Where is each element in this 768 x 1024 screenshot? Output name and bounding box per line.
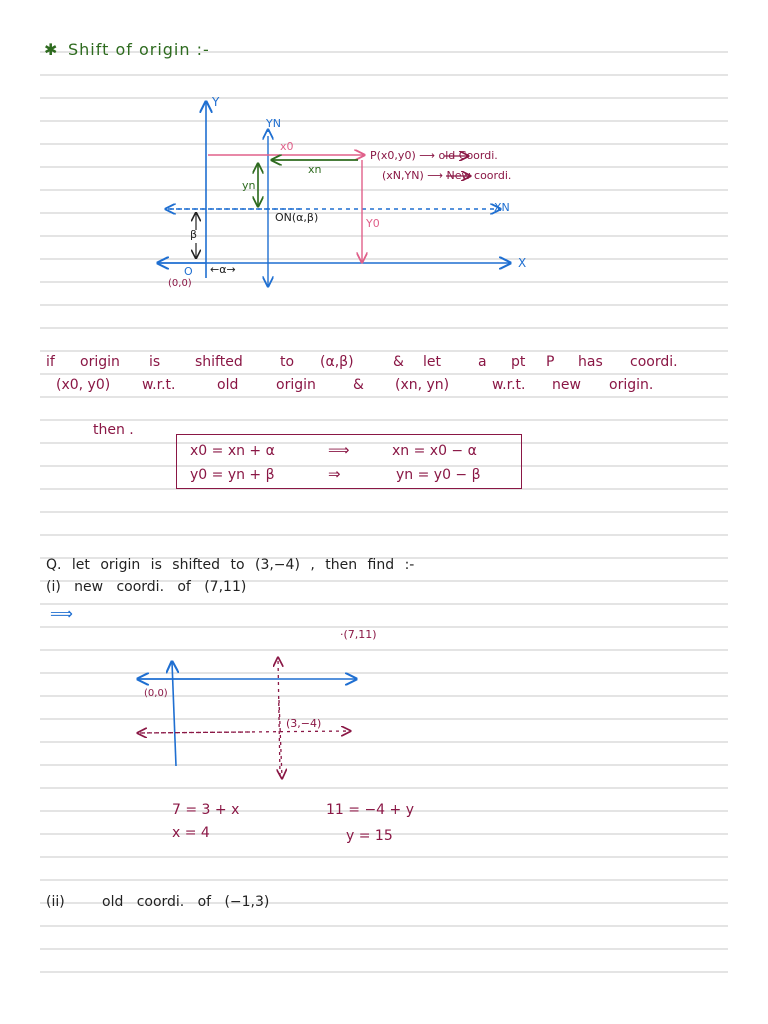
statement-word: origin bbox=[80, 354, 120, 370]
label-y0: Y0 bbox=[366, 217, 380, 230]
label-new-origin: ON(α,β) bbox=[275, 211, 319, 224]
label-xn: xn bbox=[308, 163, 322, 176]
solution-eq2: 11 = −4 + y bbox=[326, 802, 414, 818]
statement-word: if bbox=[46, 354, 55, 370]
label-yn: yn bbox=[242, 179, 256, 192]
part2-label: (ii) bbox=[46, 894, 65, 910]
solution-eq2-result: y = 15 bbox=[346, 828, 393, 844]
label-point-711: ·(7,11) bbox=[340, 628, 377, 641]
label-point-p: P(x0,y0) ⟶ old Coordi. bbox=[370, 149, 498, 162]
label-point-new: (xN,YN) ⟶ New coordi. bbox=[382, 169, 512, 182]
page-heading: Shift of origin :- bbox=[68, 40, 210, 59]
statement-word: origin. bbox=[609, 377, 654, 393]
label-x0: x0 bbox=[280, 140, 294, 153]
solution-eq1-result: x = 4 bbox=[172, 825, 210, 841]
label-x-axis: X bbox=[518, 256, 527, 270]
statement-word: & bbox=[353, 377, 364, 393]
statement-word: to bbox=[280, 354, 295, 370]
statement-word: w.r.t. bbox=[142, 377, 176, 393]
ex-new-y-axis bbox=[278, 658, 280, 776]
formula-row2-right: yn = y0 − β bbox=[396, 467, 481, 483]
statement-word: & bbox=[393, 354, 404, 370]
formula-row1-left: x0 = xn + α bbox=[190, 443, 275, 459]
heading-star: ✱ bbox=[44, 40, 58, 59]
ex-old-y-axis bbox=[172, 662, 176, 766]
label-ex-new-origin: (3,−4) bbox=[286, 717, 322, 730]
statement-word: (x0, y0) bbox=[56, 377, 111, 393]
question-line: Q. let origin is shifted to (3,−4) , then find :- bbox=[46, 557, 415, 573]
statement-word: coordi. bbox=[630, 354, 678, 370]
question-part1: (i) new coordi. of (7,11) bbox=[46, 579, 247, 595]
label-xn-axis: XN bbox=[494, 201, 510, 214]
formula-row1-arrow: ⟹ bbox=[328, 441, 350, 459]
statement-word: (xn, yn) bbox=[395, 377, 450, 393]
formula-row1-right: xn = x0 − α bbox=[392, 443, 477, 459]
label-origin: O bbox=[184, 265, 193, 278]
implies-arrow: ⟹ bbox=[50, 604, 73, 623]
label-alpha: ←α→ bbox=[210, 263, 236, 276]
statement-word: shifted bbox=[195, 354, 243, 370]
label-beta: β bbox=[190, 228, 198, 241]
statement-word: (α,β) bbox=[320, 354, 354, 370]
statement-word: has bbox=[578, 354, 603, 370]
label-origin-coord: (0,0) bbox=[168, 278, 192, 289]
statement-word: new bbox=[552, 377, 581, 393]
statement-word: let bbox=[423, 354, 441, 370]
label-yn-axis: YN bbox=[266, 117, 281, 130]
statement-word: origin bbox=[276, 377, 316, 393]
statement-word: P bbox=[546, 354, 555, 370]
solution-eq1: 7 = 3 + x bbox=[172, 802, 240, 818]
label-ex-origin: (0,0) bbox=[144, 688, 168, 699]
statement-word: is bbox=[149, 354, 161, 370]
formula-row2-arrow: ⇒ bbox=[328, 465, 341, 483]
statement-word: w.r.t. bbox=[492, 377, 526, 393]
statement-word: a bbox=[478, 354, 487, 370]
statement-word: old bbox=[217, 377, 239, 393]
part2-text: old coordi. of (−1,3) bbox=[102, 894, 270, 910]
statement-word: pt bbox=[511, 354, 526, 370]
label-y-axis: Y bbox=[212, 95, 220, 109]
then-label: then . bbox=[93, 422, 134, 438]
formula-row2-left: y0 = yn + β bbox=[190, 467, 275, 483]
